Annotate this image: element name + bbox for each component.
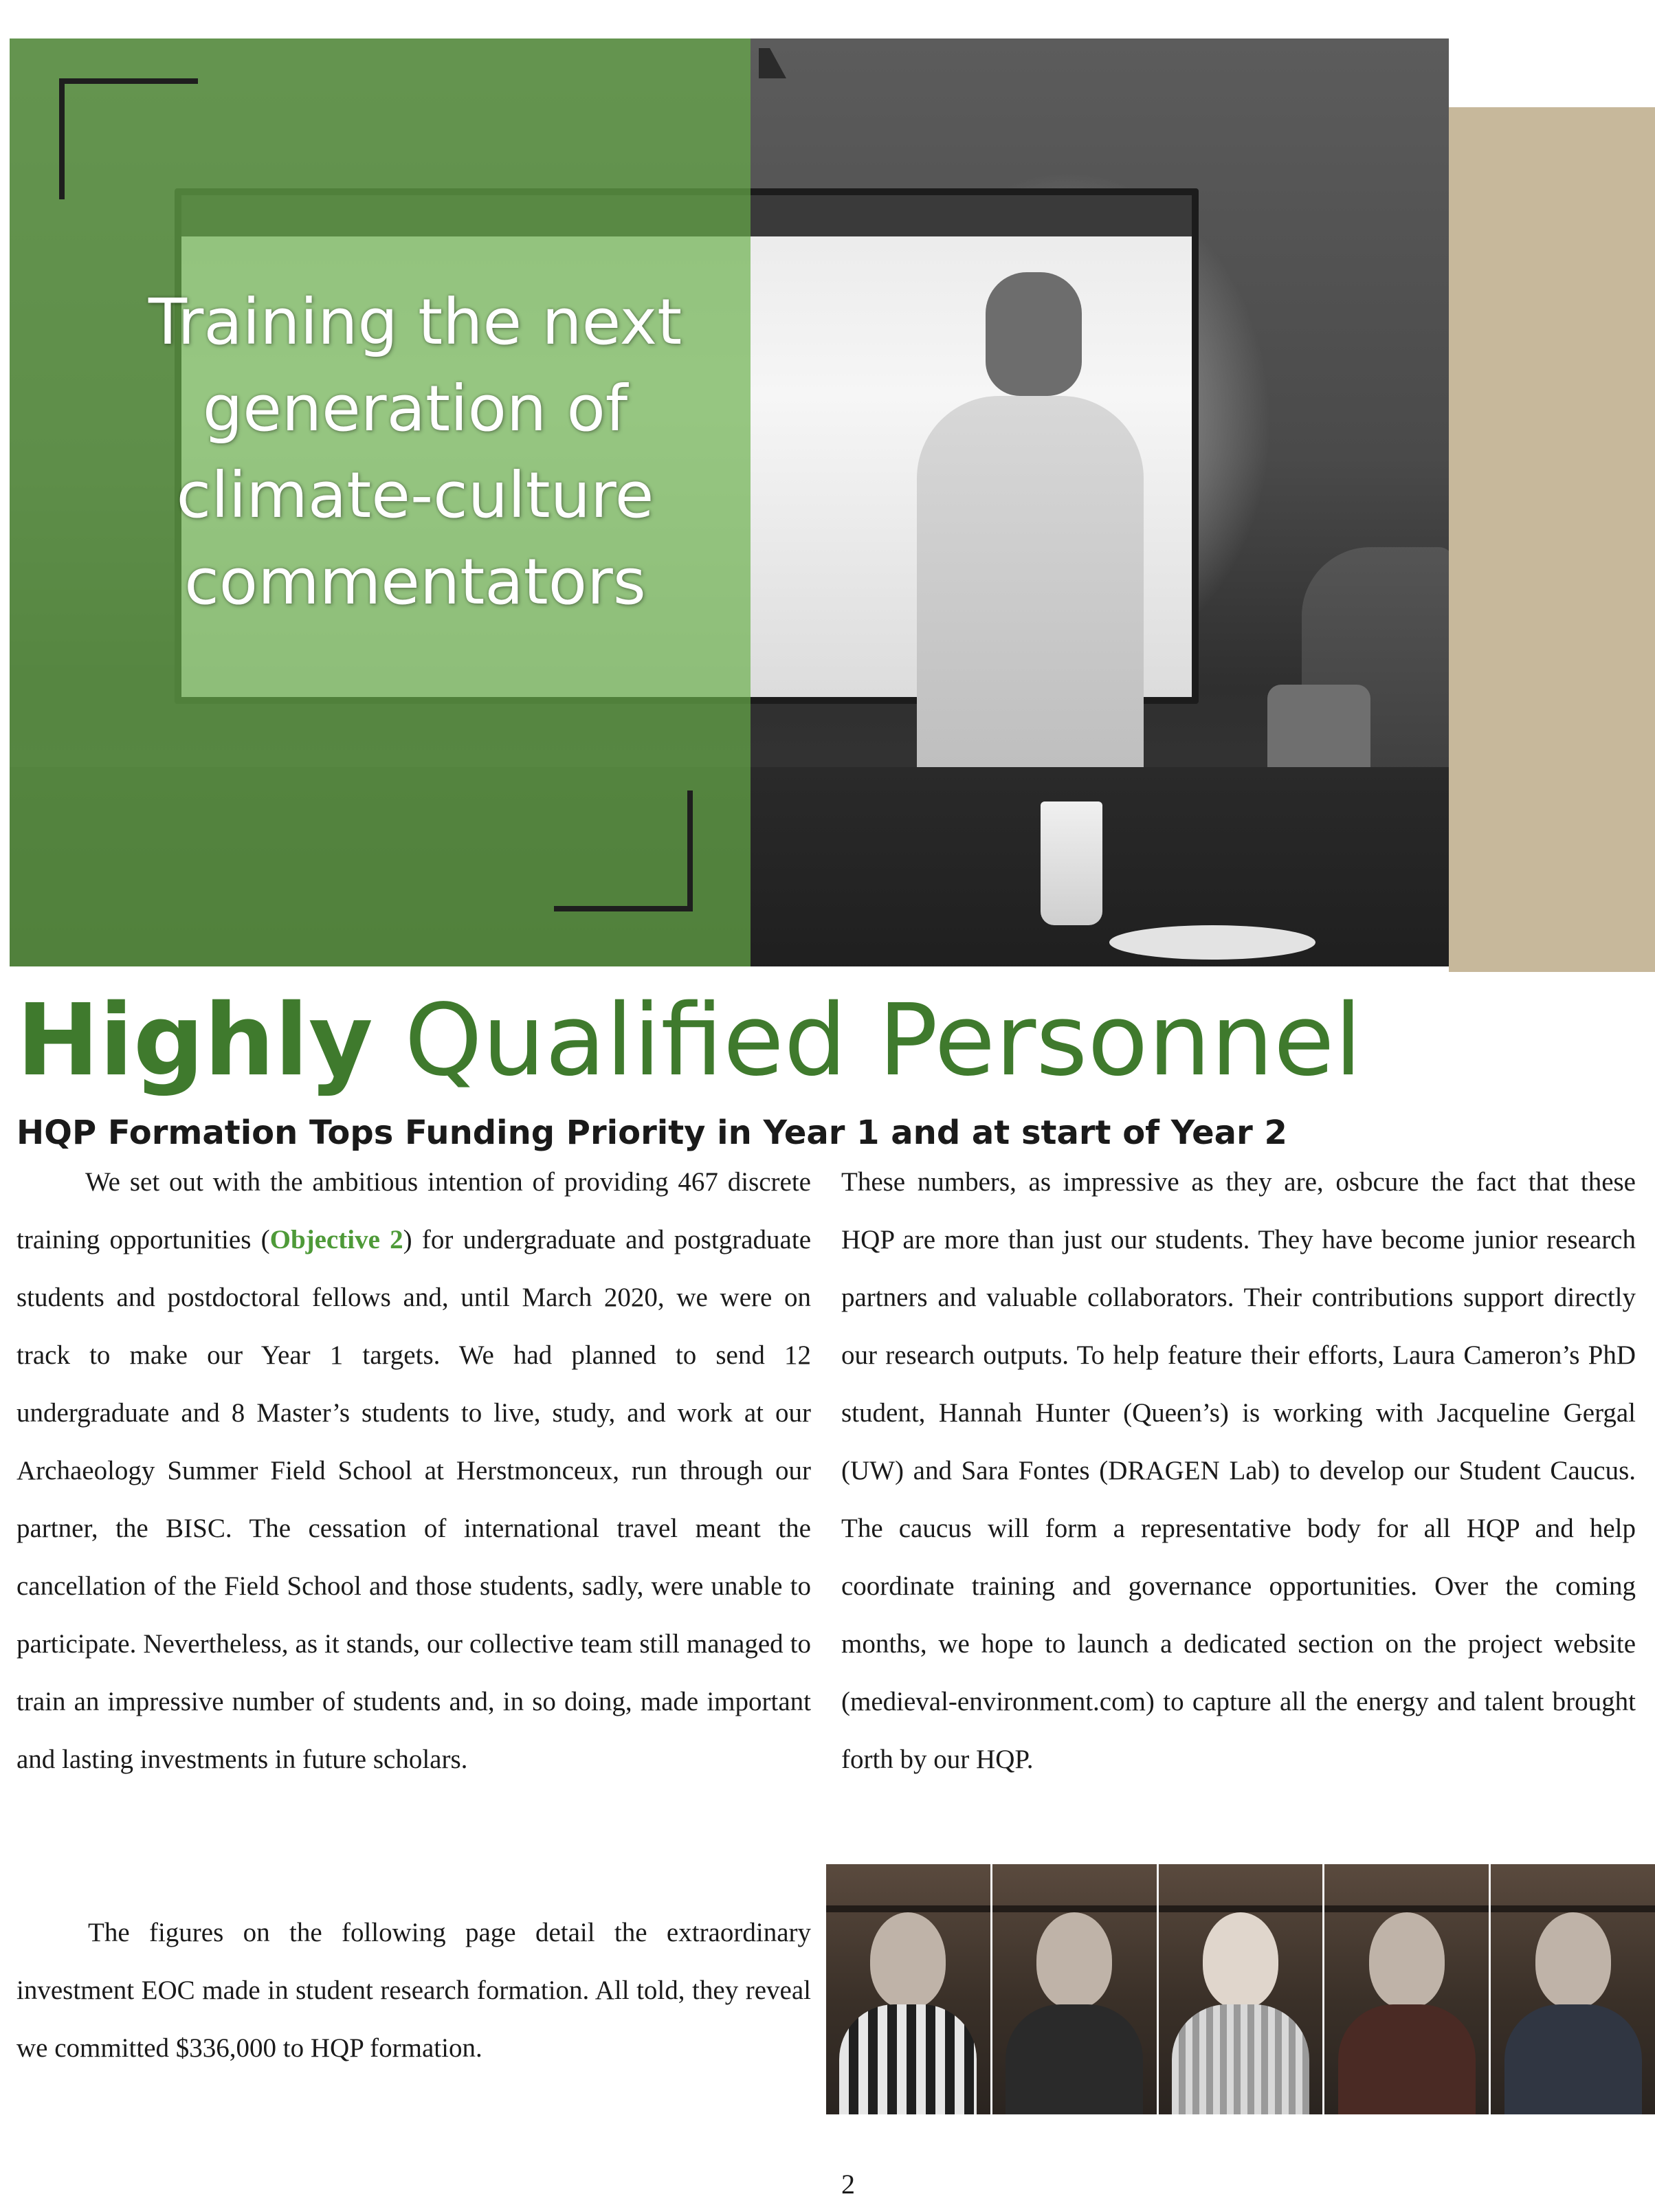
left-p1-start: We set out with the ambitious intention of providing 467 discrete training opportunities ( (16, 1167, 811, 1254)
hqp-portraits (826, 1864, 1655, 2114)
hero-title: Training the next generation of climate-culture commentators (148, 285, 682, 619)
page-title (16, 982, 1362, 1098)
photo-edge (759, 48, 786, 78)
plate (1109, 925, 1315, 960)
corner-bracket-top-left (59, 78, 198, 199)
presenter (917, 396, 1144, 808)
hero-photo (10, 38, 1449, 966)
presenter-head (986, 272, 1082, 396)
objective-reference: Objective 2 (269, 1225, 403, 1254)
tan-accent-block (1449, 107, 1655, 972)
portrait-photo (990, 1864, 1157, 2114)
page-title-bold: Highly (16, 982, 373, 1098)
page-subtitle: HQP Formation Tops Funding Priority in Year 1 and at start of Year 2 (16, 1114, 1287, 1152)
portrait-photo (1489, 1864, 1655, 2114)
left-p1-end: ) for undergraduate and postgraduate students and postdoctoral fellows and, until March 2020, we were on track to make our Year 1 targets. We had planned to send 12 undergraduate and 8 Master’s students to live, study, and work at our Archaeology Summer Field School at Herstmonceux, run through our partner, the BISC. The cessation of international travel meant the cancellation of the Field School and those students, sadly, were unable to participate. Nevertheless, as it stands, our collective team still managed to train an impressive number of students and, in so doing, made important and lasting investments in future scholars. (16, 1225, 811, 1774)
portrait-photo (1157, 1864, 1323, 2114)
page-title-rest: Qualified Personnel (373, 982, 1362, 1098)
glass-cup (1041, 801, 1102, 925)
portrait-photo (826, 1864, 990, 2114)
page-number: 2 (841, 2169, 855, 2200)
portrait-photo (1322, 1864, 1489, 2114)
corner-bracket-bottom-right (554, 790, 693, 911)
left-paragraph-2: The figures on the following page detail the extraordinary investment EOC made in student research formation. All told, they reveal we committed $336,000 to HQP formation. (16, 1918, 811, 2063)
left-paragraph-1 (16, 1153, 811, 1789)
right-paragraph-1: These numbers, as impressive as they are, osbcure the fact that these HQP are more than just our students. They have become junior research partners and valuable collaborators. Their contributions support directly our research outputs. To help feature their efforts, Laura Cameron’s PhD student, Hannah Hunter (Queen’s) is working with Jacqueline Gergal (UW) and Sara Fontes (DRAGEN Lab) to develop our Student Caucus. The caucus will form a representative body for all HQP and help coordinate training and governance opportunities. Over the coming months, we hope to launch a dedicated section on the project website (medieval-environment.com) to capture all the energy and talent brought forth by our HQP. (841, 1167, 1636, 1774)
